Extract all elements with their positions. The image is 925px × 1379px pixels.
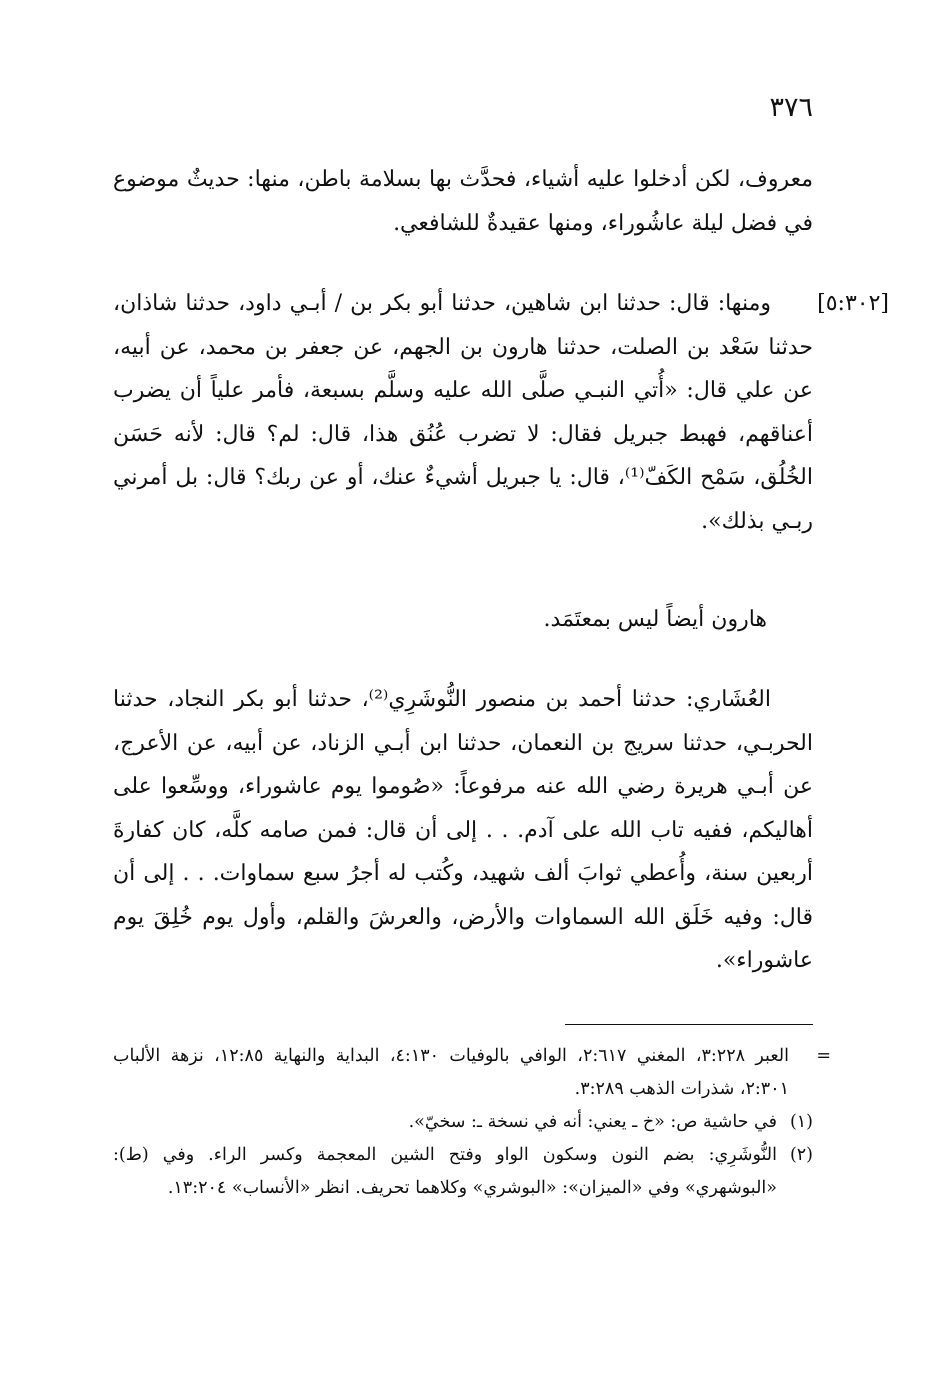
paragraph-hadith-shahin: [113, 282, 813, 543]
paragraph-text: ومنها: قال: حدثنا ابن شاهين، حدثنا أبو بكر بن / أبـي داود، حدثنا شاذان، حدثنا سَعْد بن الصلت، حدثنا هارون بن الجهم، عن جعفر بن محمد، عن أبيه، عن علي قال: «أُتي النبـي صلَّى الله عليه وسلَّم بسبعة، فأمر علياً أن يضرب أعناقهم، فهبط جبريل فقال: لا تضرب عُنُق هذا، قال: لم؟ قال: لأنه حَسَن الخُلُق، سَمْح الكَفّ⁽¹⁾، قال: يا جبريل أشيءٌ عنك، أو عن ربك؟ قال: بل أمرني ربـي بذلك».: [113, 291, 813, 534]
footnote-separator: [565, 1024, 813, 1025]
footnote-1: [113, 1106, 813, 1139]
reference-marker: [٥:٣٠٢]: [817, 291, 889, 316]
paragraph-text: هارون أيضاً ليس بمعتَمَد.: [543, 607, 767, 632]
paragraph-biography-end: [113, 158, 813, 245]
footnote-number: (٢): [789, 1145, 813, 1165]
footnotes: [113, 1040, 831, 1205]
paragraph-hadith-ashari: [113, 678, 813, 983]
footnote-continuation: [113, 1040, 831, 1106]
paragraph-haroun-note: [113, 598, 767, 642]
footnote-2: [113, 1139, 813, 1205]
footnote-text: النُّوشَرِي: بضم النون وسكون الواو وفتح الشين المعجمة وكسر الراء. وفي (ط): «البوشهري» وفي «الميزان»: «البوشري» وكلاهما تحريف. انظر «الأنساب» ١٣:٢٠٤.: [113, 1145, 777, 1198]
paragraph-text: العُشَاري: حدثنا أحمد بن منصور النُّوشَرِي⁽²⁾، حدثنا أبو بكر النجاد، حدثنا الحربـي، حدثنا سريج بن النعمان، حدثنا ابن أبـي الزناد، عن أبيه، عن الأعرج، عن أبـي هريرة رضي الله عنه مرفوعاً: «صُوموا يوم عاشوراء، ووسِّعوا على أهاليكم، ففيه تاب الله على آدم. . . إلى أن قال: فمن صامه كلَّه، كان كفارةَ أربعين سنة، وأُعطي ثوابَ ألف شهيد، وكُتب له أجرُ سبع سماوات. . . إلى أن قال: وفيه خَلَق الله السماوات والأرض، والعرشَ والقلم، وأول يوم خُلِقَ يوم عاشوراء».: [113, 687, 813, 973]
continuation-marker: =: [816, 1046, 831, 1066]
footnote-text: العبر ٣:٢٢٨، المغني ٢:٦١٧، الوافي بالوفيات ٤:١٣٠، البداية والنهاية ١٢:٨٥، نزهة الألباب ٢:٣٠١، شذرات الذهب ٣:٢٨٩.: [113, 1046, 789, 1099]
footnote-text: في حاشية ص: «خ ـ يعني: أنه في نسخة ـ: سخيّ».: [408, 1112, 777, 1132]
paragraph-text: معروف، لكن أدخلوا عليه أشياء، فحدَّث بها بسلامة باطن، منها: حديثٌ موضوع في فضل ليلة عاشُوراء، ومنها عقيدةٌ للشافعي.: [113, 167, 813, 236]
page-number: ٣٧٦: [769, 92, 813, 123]
footnote-number: (١): [789, 1112, 813, 1132]
